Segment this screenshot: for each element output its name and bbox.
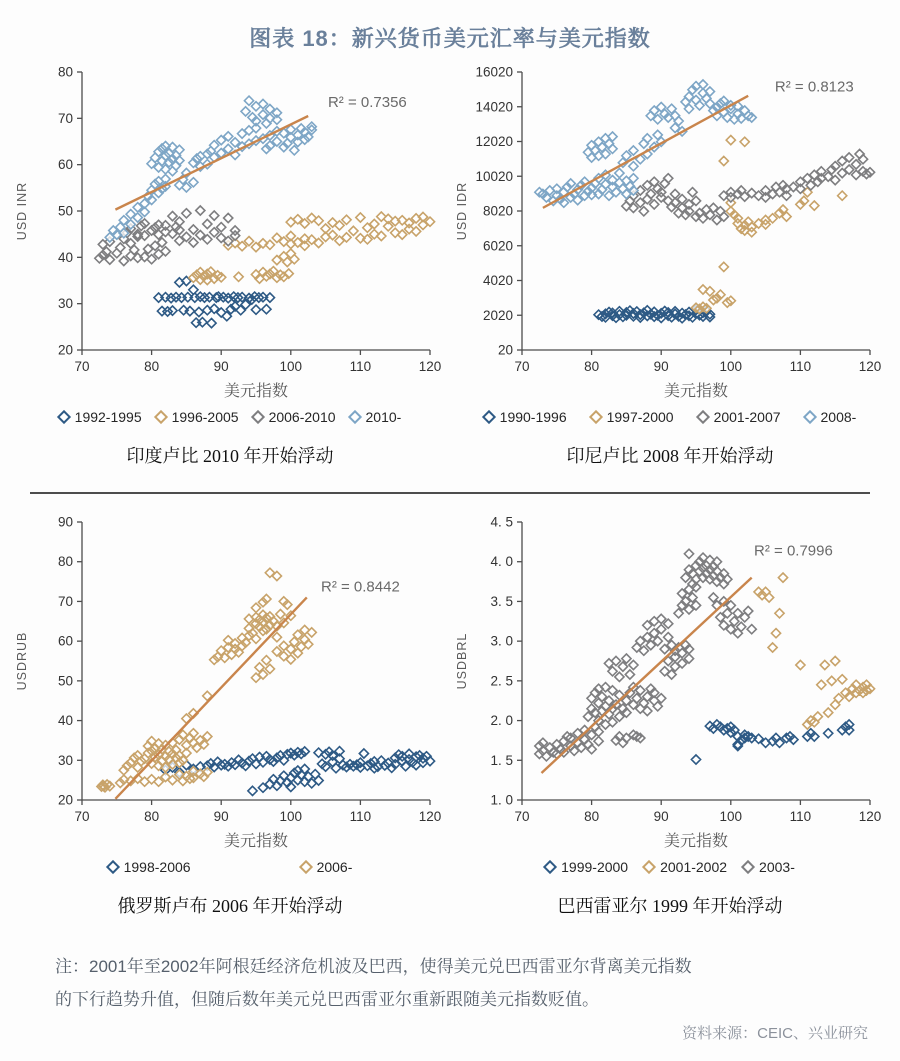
legend-label: 1998-2006 (123, 859, 191, 875)
legend-usd-rub (108, 856, 353, 878)
x-tick-label: 80 (144, 809, 160, 824)
r-squared-label: R² = 0.7996 (754, 542, 833, 560)
y-tick-label: 30 (57, 752, 73, 768)
legend-item (644, 859, 727, 875)
legend-label: 1992-1995 (74, 409, 142, 425)
legend-usd-inr (59, 406, 402, 428)
legend-usd-idr (484, 406, 857, 428)
trend-line (541, 578, 751, 773)
chart-caption: 俄罗斯卢布 2006 年开始浮动 (117, 896, 343, 916)
x-tick-label: 90 (653, 359, 669, 374)
x-tick-label: 120 (418, 359, 442, 374)
y-tick-label: 20 (57, 792, 73, 808)
legend-item (591, 409, 674, 425)
x-tick-label: 70 (514, 359, 530, 374)
chart-cell-rub (10, 506, 450, 918)
legend-item (253, 409, 336, 425)
x-tick-label: 90 (213, 359, 229, 374)
diamond-marker-icon (543, 860, 557, 874)
y-tick-label: 16020 (475, 64, 513, 80)
legend-label: 1996-2005 (171, 409, 239, 425)
diamond-marker-icon (741, 860, 755, 874)
y-tick-label: 2020 (482, 307, 513, 323)
scatter-plot-usd-inr (10, 56, 450, 404)
scatter-plot-usd-rub (10, 506, 450, 854)
y-tick-label: 1. 5 (490, 752, 513, 768)
r-squared-label: R² = 0.7356 (327, 93, 407, 111)
x-axis-label: 美元指数 (663, 833, 729, 850)
trend-line (543, 96, 748, 208)
note-text (55, 950, 865, 1016)
series-2010- (105, 96, 316, 242)
y-tick-label: 1. 0 (490, 792, 513, 808)
y-tick-label: 70 (57, 593, 73, 609)
note-line-1: 注：2001年至2002年阿根廷经济危机波及巴西，使得美元兑巴西雷亚尔背离美元指数 (55, 957, 692, 976)
diamond-marker-icon (589, 410, 603, 424)
chart-caption: 巴西雷亚尔 1999 年开始浮动 (557, 896, 783, 916)
x-axis-label: 美元指数 (663, 383, 729, 400)
chart-caption: 印尼卢比 2008 年开始浮动 (566, 446, 774, 466)
x-tick-label: 100 (719, 809, 743, 824)
x-tick-label: 120 (858, 359, 882, 374)
r-squared-label: R² = 0.8123 (774, 78, 854, 96)
series-2001-2002 (754, 573, 875, 729)
y-tick-label: 2. 0 (490, 713, 513, 729)
diamond-marker-icon (57, 410, 71, 424)
y-tick-label: 50 (57, 203, 73, 219)
bottom-chart-row (10, 506, 890, 918)
diamond-marker-icon (154, 410, 168, 424)
y-tick-label: 3. 5 (490, 593, 513, 609)
legend-item (301, 859, 353, 875)
series-2001-2007 (622, 149, 875, 224)
x-tick-label: 100 (719, 359, 743, 374)
x-tick-label: 110 (349, 809, 372, 824)
legend-item (156, 409, 239, 425)
x-tick-label: 80 (584, 359, 600, 374)
x-tick-label: 110 (349, 359, 372, 374)
y-tick-label: 20 (57, 342, 73, 358)
legend-item (108, 859, 191, 875)
note-line-2: 的下行趋势升值，但随后数年美元兑巴西雷亚尔重新跟随美元指数贬值。 (55, 990, 599, 1010)
y-tick-label: 12020 (475, 134, 513, 149)
y-tick-label: 80 (57, 554, 73, 570)
y-tick-label: 60 (57, 633, 73, 649)
y-tick-label: 40 (57, 249, 73, 265)
y-tick-label: 8020 (482, 203, 513, 219)
y-tick-label: 4. 5 (490, 514, 513, 530)
chart-cell-inr (10, 56, 450, 468)
legend-item (59, 409, 142, 425)
x-tick-label: 70 (514, 809, 530, 824)
diamond-marker-icon (642, 860, 656, 874)
diamond-marker-icon (802, 410, 816, 424)
legend-label: 2003- (759, 859, 795, 875)
legend-item (484, 409, 567, 425)
legend-item (805, 409, 857, 425)
y-axis-title: USDRUB (15, 631, 29, 691)
x-axis-label: 美元指数 (223, 383, 289, 400)
y-tick-label: 6020 (482, 238, 513, 254)
x-tick-label: 80 (144, 359, 160, 374)
horizontal-divider (30, 492, 870, 494)
x-tick-label: 110 (789, 359, 812, 374)
chart-cell-idr (450, 56, 890, 468)
series-1997-2000 (691, 136, 846, 314)
legend-label: 2008- (820, 409, 857, 425)
x-axis-label: 美元指数 (223, 833, 289, 850)
x-tick-label: 90 (213, 809, 229, 824)
y-axis-title: USD IDR (455, 181, 469, 241)
trend-line (115, 116, 308, 210)
x-tick-label: 90 (653, 809, 669, 824)
diamond-marker-icon (695, 410, 709, 424)
legend-item (698, 409, 781, 425)
legend-item (350, 409, 402, 425)
scatter-plot-usd-idr (450, 56, 890, 404)
series-1999-2000 (691, 720, 853, 764)
legend-label: 2010- (365, 409, 402, 425)
legend-usd-brl (545, 856, 795, 878)
diamond-marker-icon (106, 860, 120, 874)
y-tick-label: 14020 (475, 99, 513, 115)
y-tick-label: 2. 5 (490, 673, 513, 689)
legend-label: 1999-2000 (561, 859, 629, 875)
chart-cell-brl (450, 506, 890, 918)
page-title: 图表 18：新兴货币美元汇率与美元指数 (249, 26, 651, 51)
y-tick-label: 3. 0 (490, 633, 513, 649)
diamond-marker-icon (347, 410, 361, 424)
y-axis-title: USD INR (15, 181, 29, 241)
x-tick-label: 100 (279, 809, 303, 824)
r-squared-label: R² = 0.8442 (320, 578, 400, 596)
legend-item (545, 859, 628, 875)
x-tick-label: 120 (418, 809, 442, 824)
y-tick-label: 4. 0 (490, 554, 513, 570)
legend-label: 2006-2010 (268, 409, 336, 425)
legend-label: 2001-2007 (713, 409, 781, 425)
legend-item (743, 859, 795, 875)
legend-label: 2001-2002 (660, 859, 728, 875)
y-axis-title: USDBRL (455, 632, 469, 690)
legend-label: 1997-2000 (606, 409, 674, 425)
y-tick-label: 80 (57, 64, 73, 80)
x-tick-label: 100 (279, 359, 303, 374)
x-tick-label: 70 (74, 359, 90, 374)
x-tick-label: 70 (74, 809, 90, 824)
y-tick-label: 4020 (482, 273, 513, 288)
y-tick-label: 90 (57, 514, 73, 530)
series-1996-2005 (189, 212, 435, 285)
x-tick-label: 80 (584, 809, 600, 824)
legend-label: 1990-1996 (499, 409, 567, 425)
chart-caption: 印度卢比 2010 年开始浮动 (126, 446, 334, 466)
diamond-marker-icon (250, 410, 264, 424)
source-text: 资料来源：CEIC、兴业研究 (682, 1025, 868, 1042)
top-chart-row (10, 56, 890, 468)
scatter-plot-usd-brl (450, 506, 890, 854)
legend-label: 2006- (316, 859, 353, 875)
y-tick-label: 60 (57, 157, 73, 173)
y-tick-label: 40 (57, 713, 73, 729)
diamond-marker-icon (298, 860, 312, 874)
y-tick-label: 70 (57, 110, 73, 126)
y-tick-label: 50 (57, 673, 73, 689)
x-tick-label: 120 (858, 809, 882, 824)
y-tick-label: 20 (497, 342, 513, 358)
x-tick-label: 110 (789, 809, 812, 824)
y-tick-label: 10020 (475, 168, 513, 184)
diamond-marker-icon (482, 410, 496, 424)
y-tick-label: 30 (57, 296, 73, 312)
